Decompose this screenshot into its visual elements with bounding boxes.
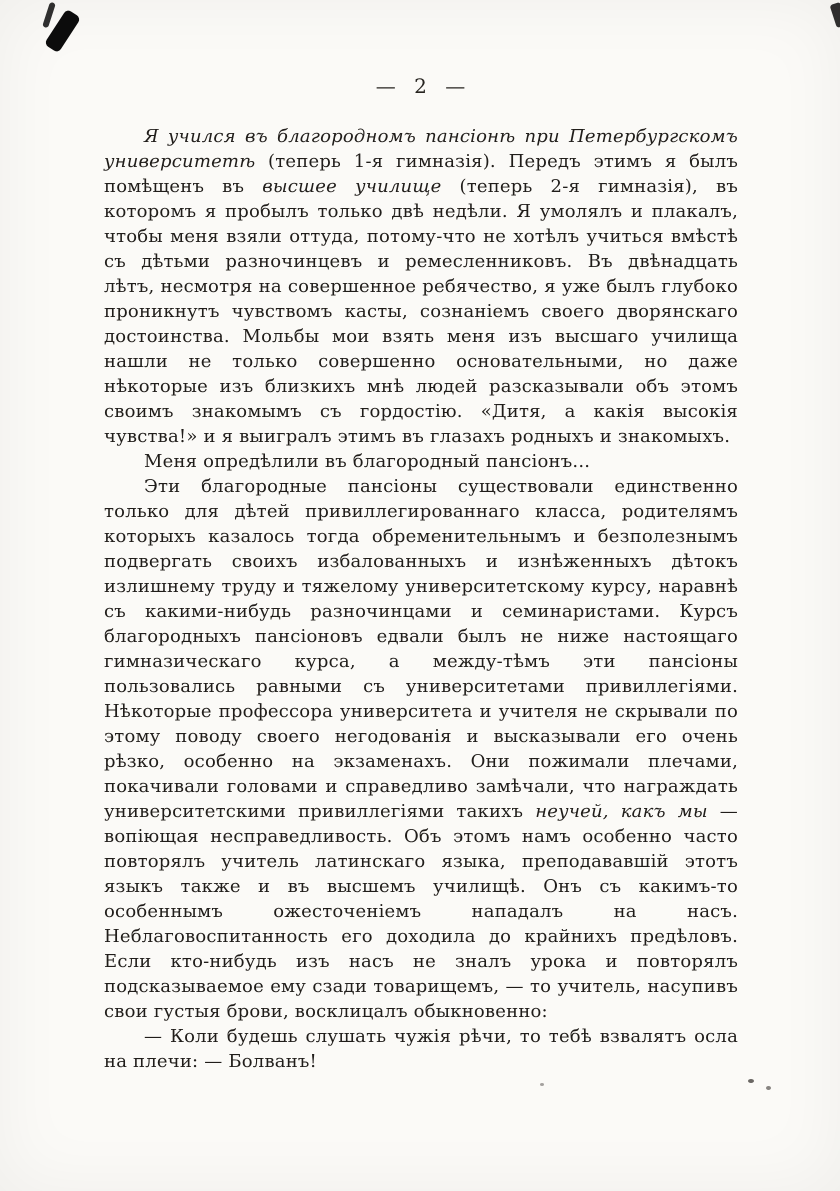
- paragraph: [104, 124, 738, 449]
- scan-artifact-top-left-edge: [42, 2, 56, 29]
- text-segment: — вопіющая несправедливость. Объ этомъ намъ особенно часто повторялъ учитель латинскаго языка, преподававшій этотъ языкъ также и въ высшемъ училищѣ. Онъ съ какимъ-то особеннымъ ожесточеніемъ нападалъ на насъ. Неблаговоспитанность его доходила до крайнихъ предѣловъ. Если кто-нибудь изъ насъ не зналъ урока и повторялъ подсказываемое ему сзади товарищемъ, — то учитель, насупивъ свои густыя брови, восклицалъ обыкновенно:: [104, 801, 738, 1022]
- emphasized-text: Я учился въ благородномъ пансіонѣ при Петербургскомъ университетѣ: [104, 126, 738, 172]
- text-segment: Меня опредѣлили въ благородный пансіонъ...: [144, 451, 591, 472]
- page-text: [104, 124, 738, 1074]
- text-segment: (теперь 1-я гимназія). Передъ этимъ я былъ помѣщенъ въ: [104, 151, 738, 197]
- page-header: [104, 74, 738, 98]
- text-segment: — Коли будешь слушать чужія рѣчи, то тебѣ взвалятъ осла на плечи: — Болванъ!: [104, 1026, 738, 1072]
- emphasized-text: высшее училище: [262, 176, 442, 197]
- paragraph: [104, 1024, 738, 1074]
- emphasized-text: неучей, какъ мы: [535, 801, 708, 822]
- text-segment: (теперь 2-я гимназія), въ которомъ я пробылъ только двѣ недѣли. Я умолялъ и плакалъ, чтобы меня взяли оттуда, потому-что не хотѣлъ учиться вмѣстѣ съ дѣтьми разночинцевъ и ремесленниковъ. Въ двѣнадцать лѣтъ, несмотря на совершенное ребячество, я уже былъ глубоко проникнутъ чувствомъ касты, сознаніемъ своего дворянскаго достоинства. Мольбы мои взять меня изъ высшаго училища нашли не только совершенно основательными, но даже нѣкоторые изъ близкихъ мнѣ людей разсказывали объ этомъ своимъ знакомымъ съ гордостію. «Дитя, а какія высокія чувства!» и я выигралъ этимъ въ глазахъ родныхъ и знакомыхъ.: [104, 176, 738, 447]
- scan-artifact-top-right: [830, 2, 840, 28]
- paragraph: [104, 474, 738, 1024]
- scan-speck: [540, 1083, 544, 1086]
- page-number: — 2 —: [375, 74, 467, 98]
- scan-speck: [748, 1079, 754, 1083]
- text-segment: Эти благородные пансіоны существовали единственно только для дѣтей привиллегированнаго класса, родителямъ которыхъ казалось тогда обременительнымъ и безполезнымъ подвергать своихъ избалованныхъ и изнѣженныхъ дѣтокъ излишнему труду и тяжелому университетскому курсу, наравнѣ съ какими-нибудь разночинцами и семинаристами. Курсъ благородныхъ пансіоновъ едвали былъ не ниже настоящаго гимназическаго курса, а между-тѣмъ эти пансіоны пользовались равными съ университетами привиллегіями. Нѣкоторые профессора университета и учителя не скрывали по этому поводу своего негодованія и высказывали его очень рѣзко, особенно на экзаменахъ. Они пожимали плечами, покачивали головами и справедливо замѣчали, что награждать университетскими привиллегіями такихъ: [104, 476, 738, 822]
- paragraph: [104, 449, 738, 474]
- scan-speck: [766, 1086, 771, 1090]
